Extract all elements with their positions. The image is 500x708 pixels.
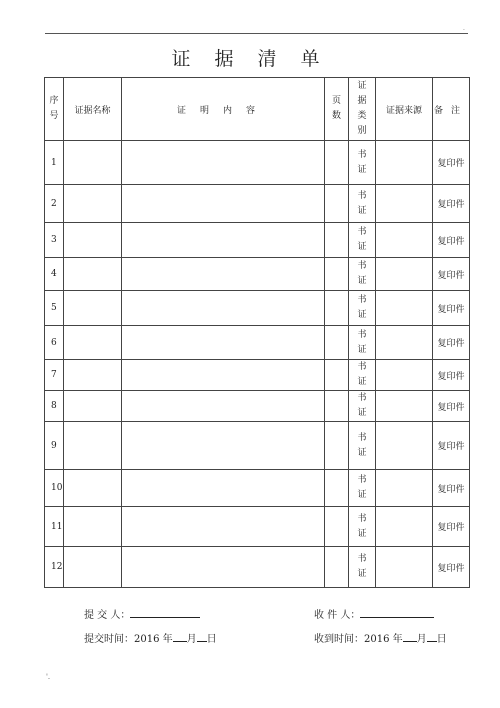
category-char: 书: [357, 149, 367, 160]
row-evidence-name[interactable]: [64, 391, 122, 422]
table-row: [45, 360, 470, 391]
header-content: 证明内容: [122, 78, 325, 141]
category-char: 书: [357, 513, 367, 524]
row-pages[interactable]: [325, 326, 349, 360]
row-seq: 3: [45, 223, 64, 258]
submit-month-label: 月: [186, 634, 197, 645]
row-content[interactable]: [122, 258, 325, 291]
row-seq: 4: [45, 258, 64, 291]
submitter-field[interactable]: [130, 607, 200, 618]
row-source[interactable]: [376, 360, 433, 391]
row-source[interactable]: [376, 391, 433, 422]
row-seq: 1: [45, 141, 64, 185]
row-pages[interactable]: [325, 507, 349, 547]
row-remark: 复印件: [433, 547, 470, 588]
row-remark: 复印件: [433, 391, 470, 422]
evidence-table: [44, 77, 470, 588]
row-pages[interactable]: [325, 185, 349, 223]
category-char: 证: [357, 205, 367, 216]
row-evidence-name[interactable]: [64, 291, 122, 326]
table-row: [45, 547, 470, 588]
page-title: 证 据 清 单: [171, 48, 329, 70]
row-pages[interactable]: [325, 422, 349, 470]
table-row: [45, 141, 470, 185]
category-char: 证: [357, 310, 367, 320]
row-source[interactable]: [376, 470, 433, 507]
row-seq: 7: [45, 360, 64, 391]
table-header-row: [45, 78, 470, 141]
row-content[interactable]: [122, 326, 325, 360]
category-char: 书: [357, 393, 367, 403]
submitter-line: [84, 606, 200, 621]
row-source[interactable]: [376, 141, 433, 185]
table-row: [45, 507, 470, 547]
top-rule: [45, 33, 468, 34]
receive-month-label: 月: [416, 634, 427, 645]
row-content[interactable]: [122, 422, 325, 470]
row-category: [349, 223, 376, 258]
row-evidence-name[interactable]: [64, 223, 122, 258]
submit-day-label: 日: [206, 634, 217, 645]
row-seq: 10: [45, 470, 64, 507]
row-source[interactable]: [376, 422, 433, 470]
category-char: 书: [357, 554, 367, 564]
category-char: 证: [357, 377, 367, 387]
receiver-field[interactable]: [360, 607, 434, 618]
row-pages[interactable]: [325, 391, 349, 422]
row-content[interactable]: [122, 185, 325, 223]
receiver-line: [314, 606, 434, 621]
category-char: 证: [357, 408, 367, 418]
table-row: [45, 422, 470, 470]
row-category: [349, 141, 376, 185]
row-seq: 9: [45, 422, 64, 470]
row-source[interactable]: [376, 507, 433, 547]
row-evidence-name[interactable]: [64, 547, 122, 588]
row-evidence-name[interactable]: [64, 185, 122, 223]
category-char: 证: [357, 276, 367, 286]
row-category: [349, 470, 376, 507]
table-row: [45, 258, 470, 291]
row-source[interactable]: [376, 326, 433, 360]
row-seq: 12: [45, 547, 64, 588]
submit-month-field[interactable]: [173, 631, 187, 642]
category-char: 书: [357, 432, 367, 443]
row-content[interactable]: [122, 507, 325, 547]
table-row: [45, 185, 470, 223]
header-category: 证 据 类 别: [349, 78, 376, 141]
row-remark: 复印件: [433, 223, 470, 258]
category-char: 证: [357, 569, 367, 579]
category-char: 书: [357, 190, 367, 201]
header-evidence-name: 证据名称: [64, 78, 122, 141]
row-category: [349, 326, 376, 360]
submit-day-field[interactable]: [197, 631, 207, 642]
row-pages[interactable]: [325, 470, 349, 507]
row-evidence-name[interactable]: [64, 422, 122, 470]
header-remark: 备注: [433, 78, 470, 141]
row-evidence-name[interactable]: [64, 141, 122, 185]
category-char: 书: [357, 475, 367, 485]
table-row: [45, 391, 470, 422]
category-char: 书: [357, 261, 367, 271]
category-char: 书: [357, 362, 367, 372]
row-content[interactable]: [122, 360, 325, 391]
category-char: 证: [357, 528, 367, 539]
row-seq: 8: [45, 391, 64, 422]
row-category: [349, 291, 376, 326]
header-seq: 序 号: [45, 78, 64, 141]
receive-time-label: 收到时间：: [314, 634, 364, 645]
row-pages[interactable]: [325, 360, 349, 391]
receive-day-field[interactable]: [427, 631, 437, 642]
category-char: 证: [357, 490, 367, 500]
row-evidence-name[interactable]: [64, 258, 122, 291]
row-evidence-name[interactable]: [64, 326, 122, 360]
row-category: [349, 422, 376, 470]
row-content[interactable]: [122, 291, 325, 326]
row-pages[interactable]: [325, 141, 349, 185]
row-content[interactable]: [122, 547, 325, 588]
row-remark: 复印件: [433, 470, 470, 507]
receive-year: 2016 年: [364, 634, 403, 645]
row-category: [349, 391, 376, 422]
submit-year: 2016 年: [134, 634, 173, 645]
row-source[interactable]: [376, 185, 433, 223]
top-mark: ·: [463, 27, 465, 34]
category-char: 书: [357, 329, 367, 340]
row-remark: 复印件: [433, 360, 470, 391]
submit-time-label: 提交时间：: [84, 634, 134, 645]
table-row: [45, 326, 470, 360]
row-source[interactable]: [376, 291, 433, 326]
row-remark: 复印件: [433, 326, 470, 360]
row-evidence-name[interactable]: [64, 360, 122, 391]
row-remark: 复印件: [433, 422, 470, 470]
row-source[interactable]: [376, 258, 433, 291]
row-pages[interactable]: [325, 258, 349, 291]
header-pages: 页 数: [325, 78, 349, 141]
row-pages[interactable]: [325, 223, 349, 258]
submit-time-line: [84, 630, 217, 645]
receive-time-line: [314, 630, 447, 645]
row-remark: 复印件: [433, 507, 470, 547]
row-evidence-name[interactable]: [64, 507, 122, 547]
row-seq: 2: [45, 185, 64, 223]
header-source: 证据来源: [376, 78, 433, 141]
row-seq: 6: [45, 326, 64, 360]
table-row: [45, 470, 470, 507]
row-category: [349, 258, 376, 291]
row-evidence-name[interactable]: [64, 470, 122, 507]
row-category: [349, 507, 376, 547]
row-pages[interactable]: [325, 547, 349, 588]
row-remark: 复印件: [433, 258, 470, 291]
row-pages[interactable]: [325, 291, 349, 326]
row-content[interactable]: [122, 470, 325, 507]
category-char: 书: [357, 295, 367, 305]
bottom-mark: '.: [46, 673, 51, 681]
row-category: [349, 547, 376, 588]
row-content[interactable]: [122, 391, 325, 422]
row-seq: 5: [45, 291, 64, 326]
receive-month-field[interactable]: [403, 631, 417, 642]
table-row: [45, 223, 470, 258]
row-content[interactable]: [122, 141, 325, 185]
category-char: 书: [357, 227, 367, 237]
category-char: 证: [357, 344, 367, 355]
row-remark: 复印件: [433, 185, 470, 223]
receive-day-label: 日: [436, 634, 447, 645]
row-category: [349, 360, 376, 391]
row-remark: 复印件: [433, 291, 470, 326]
table-row: [45, 291, 470, 326]
row-content[interactable]: [122, 223, 325, 258]
row-category: [349, 185, 376, 223]
receiver-label: 收 件 人：: [314, 610, 361, 621]
category-char: 证: [357, 164, 367, 175]
row-source[interactable]: [376, 547, 433, 588]
category-char: 证: [357, 447, 367, 458]
category-char: 证: [357, 242, 367, 252]
submitter-label: 提 交 人：: [84, 610, 131, 621]
row-source[interactable]: [376, 223, 433, 258]
row-remark: 复印件: [433, 141, 470, 185]
row-seq: 11: [45, 507, 64, 547]
